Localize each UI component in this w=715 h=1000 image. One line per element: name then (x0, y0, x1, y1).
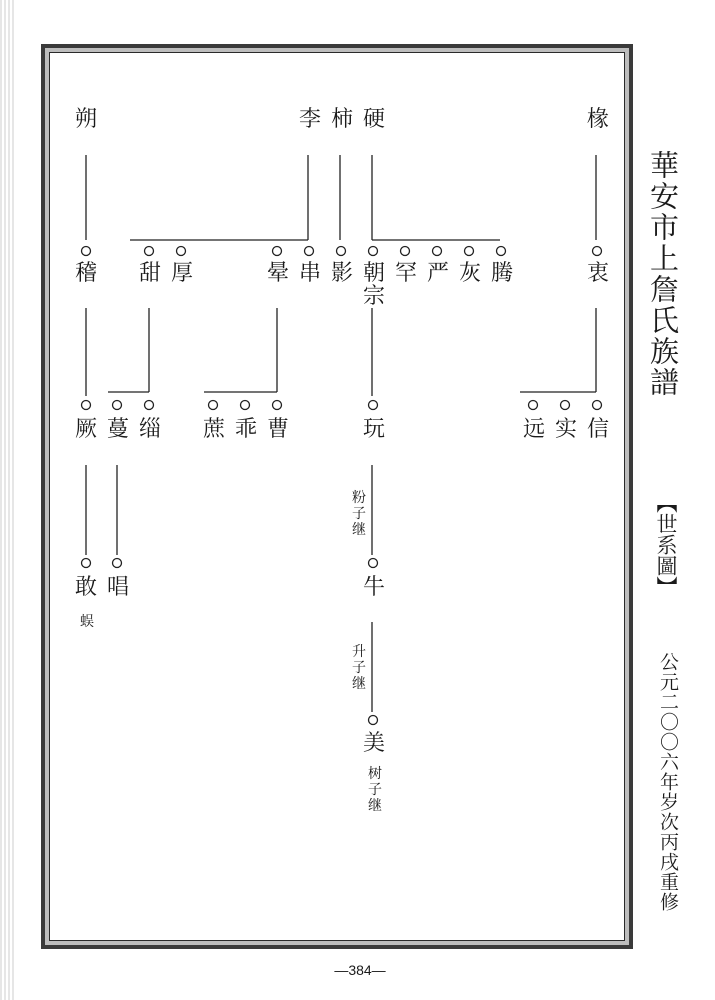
member-node-circle (497, 247, 506, 256)
member-node-circle (145, 247, 154, 256)
page-number: —384— (334, 962, 386, 978)
member-node-circle (177, 247, 186, 256)
member-gen2-ji: 稽 (74, 261, 97, 286)
member-node-circle (145, 401, 154, 410)
member-node-circle (529, 401, 538, 410)
member-gen2-ying: 影 (330, 261, 353, 286)
member-node-circle (465, 247, 474, 256)
member-gen3-yuan: 远 (522, 417, 545, 442)
member-gen1-chuan: 椽 (586, 107, 609, 132)
member-node-circle (82, 559, 91, 568)
member-gen1-ying: 硬 (362, 107, 385, 132)
member-node-circle (113, 401, 122, 410)
member-gen2-tian: 甜 (138, 261, 161, 286)
member-node-circle (369, 716, 378, 725)
annotation-wu: 蜈 (80, 614, 94, 630)
member-gen2-zhong: 衷 (586, 261, 609, 286)
member-node-circle (273, 247, 282, 256)
member-gen1-shuo: 朔 (74, 107, 97, 132)
member-gen2-chaozong: 朝宗 (362, 261, 385, 309)
member-node-circle (593, 401, 602, 410)
member-gen3-xin: 信 (586, 417, 609, 442)
member-node-circle (369, 559, 378, 568)
revision-note: 公元二〇〇六年岁次丙戌重修 (657, 652, 679, 912)
member-gen2-yun: 晕 (266, 261, 289, 286)
member-gen3-zhe: 蔗 (202, 417, 225, 442)
member-node-circle (593, 247, 602, 256)
section-title: 【世系圖】 (654, 492, 678, 597)
member-gen4-gan: 敢 (74, 575, 97, 600)
member-gen3-cao: 曹 (266, 417, 289, 442)
member-gen2-teng: 腾 (490, 261, 513, 286)
member-gen5-mei: 美 (362, 731, 385, 756)
member-node-circle (369, 247, 378, 256)
member-gen2-hou: 厚 (170, 261, 193, 286)
annotation-shu-zi-ji: 树子继 (368, 766, 382, 814)
member-gen1-li: 李 (298, 107, 321, 132)
member-node-circle (433, 247, 442, 256)
member-gen3-guai: 乖 (234, 417, 257, 442)
member-gen3-man: 蔓 (106, 417, 129, 442)
member-node-circle (209, 401, 218, 410)
member-node-circle (82, 401, 91, 410)
member-gen3-shi: 实 (554, 417, 577, 442)
annotation-fen-zi-ji: 粉子继 (352, 490, 366, 538)
member-node-circle (241, 401, 250, 410)
member-node-circle (401, 247, 410, 256)
member-node-circle (337, 247, 346, 256)
member-gen1-shi: 柿 (330, 107, 353, 132)
member-gen3-jue: 厥 (74, 417, 97, 442)
annotation-sheng-zi-ji: 升子继 (352, 644, 366, 692)
member-gen2-chuan: 串 (298, 261, 321, 286)
member-gen2-han: 罕 (394, 261, 417, 286)
member-gen2-hui: 灰 (458, 261, 481, 286)
member-node-circle (561, 401, 570, 410)
member-node-circle (305, 247, 314, 256)
member-gen4-niu: 牛 (362, 575, 385, 600)
member-node-circle (82, 247, 91, 256)
member-node-circle (369, 401, 378, 410)
member-gen3-wan: 玩 (362, 417, 385, 442)
book-title: 華安市上詹氏族譜 (646, 150, 680, 398)
member-gen3-zi: 缁 (138, 417, 161, 442)
member-node-circle (273, 401, 282, 410)
member-node-circle (113, 559, 122, 568)
member-gen2-yan: 严 (426, 261, 449, 286)
member-gen4-chang: 唱 (106, 575, 129, 600)
